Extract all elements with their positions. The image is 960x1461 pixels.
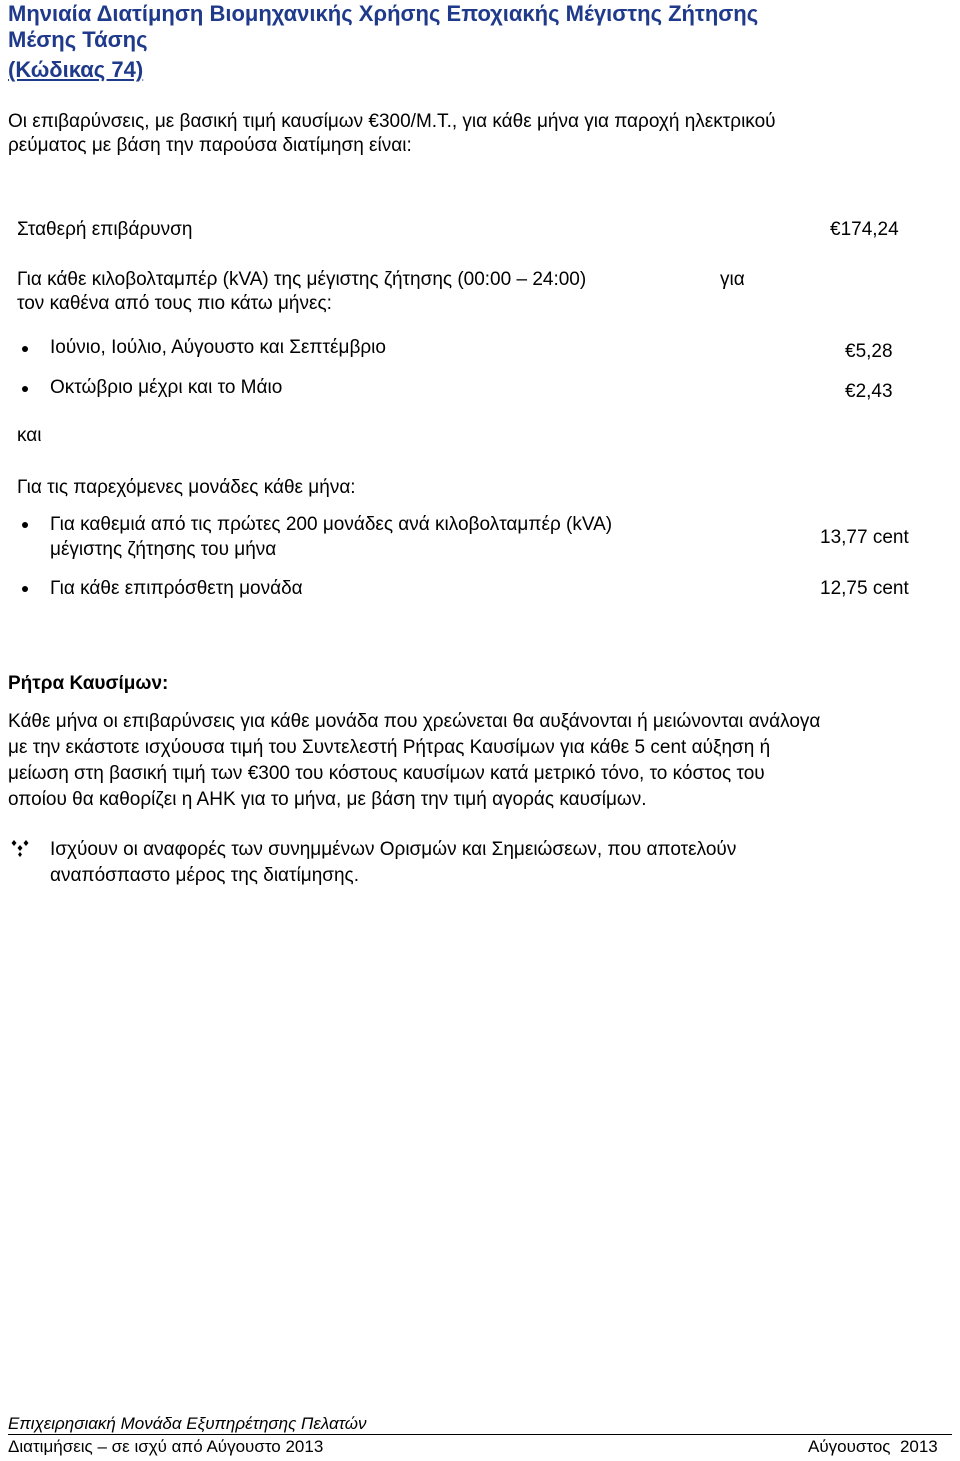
fuel-clause-line2: με την εκάστοτε ισχύουσα τιμή του Συντελεστή Ρήτρας Καυσίμων για κάθε 5 cent αύξηση ή xyxy=(8,737,771,758)
winter-months-label: Οκτώβριο μέχρι και το Μάιο xyxy=(50,377,283,398)
footer-right: Αύγουστος 2013 xyxy=(808,1437,938,1456)
demand-charge-line1: Για κάθε κιλοβολταμπέρ (kVA) της μέγιστης ζήτησης (00:00 – 24:00) xyxy=(17,269,587,290)
first-units-label-line2: μέγιστης ζήτησης του μήνα xyxy=(50,539,277,560)
first-units-label-line1: Για καθεμιά από τις πρώτες 200 μονάδες ανά κιλοβολταμπέρ (kVA) xyxy=(50,514,613,535)
demand-charge-line1-tail: για xyxy=(720,269,745,290)
note-line2: αναπόσπαστο μέρος της διατίμησης. xyxy=(50,865,359,886)
intro-line1: Οι επιβαρύνσεις, με βασική τιμή καυσίμων €300/Μ.Τ., για κάθε μήνα για παροχή ηλεκτρικού xyxy=(8,111,776,132)
page-title-line2: Μέσης Τάσης xyxy=(8,27,148,52)
fuel-clause-line4: οποίου θα καθορίζει η ΑΗΚ για το μήνα, με βάση την τιμή αγοράς καυσίμων. xyxy=(8,789,647,810)
demand-charge-line2: τον καθένα από τους πιο κάτω μήνες: xyxy=(17,293,332,314)
summer-months-label: Ιούνιο, Ιούλιο, Αύγουστο και Σεπτέμβριο xyxy=(50,337,386,358)
first-units-value: 13,77 cent xyxy=(820,527,909,548)
bullet-dot xyxy=(22,586,28,592)
footer-left: Διατιμήσεις – σε ισχύ από Αύγουστο 2013 xyxy=(8,1437,324,1456)
bullet-dot xyxy=(22,386,28,392)
summer-months-value: €5,28 xyxy=(845,341,893,362)
note-line1: Ισχύουν οι αναφορές των συνημμένων Ορισμών και Σημειώσεων, που αποτελούν xyxy=(50,839,737,860)
fuel-clause-heading: Ρήτρα Καυσίμων: xyxy=(8,673,169,694)
diamond-bullet-icon xyxy=(8,838,32,863)
units-charge-heading: Για τις παρεχόμενες μονάδες κάθε μήνα: xyxy=(17,477,356,498)
page-title-line1: Μηνιαία Διατίμηση Βιομηχανικής Χρήσης Εποχιακής Μέγιστης Ζήτησης xyxy=(8,1,759,26)
extra-units-value: 12,75 cent xyxy=(820,578,909,599)
intro-line2: ρεύματος με βάση την παρούσα διατίμηση είναι: xyxy=(8,135,412,156)
connector-text: και xyxy=(17,425,42,446)
tariff-code: (Κώδικας 74) xyxy=(8,57,144,82)
footer-org: Επιχειρησιακή Μονάδα Εξυπηρέτησης Πελατών xyxy=(8,1414,367,1433)
footer-divider xyxy=(8,1434,952,1435)
extra-units-label: Για κάθε επιπρόσθετη μονάδα xyxy=(50,578,303,599)
winter-months-value: €2,43 xyxy=(845,381,893,402)
fixed-charge-value: €174,24 xyxy=(830,219,899,240)
fixed-charge-label: Σταθερή επιβάρυνση xyxy=(17,219,193,240)
bullet-dot xyxy=(22,522,28,528)
fuel-clause-line1: Κάθε μήνα οι επιβαρύνσεις για κάθε μονάδα που χρεώνεται θα αυξάνονται ή μειώνονται ανάλογα xyxy=(8,711,821,732)
fuel-clause-line3: μείωση στη βασική τιμή των €300 του κόστους καυσίμων κατά μετρικό τόνο, το κόστος του xyxy=(8,763,765,784)
bullet-dot xyxy=(22,346,28,352)
